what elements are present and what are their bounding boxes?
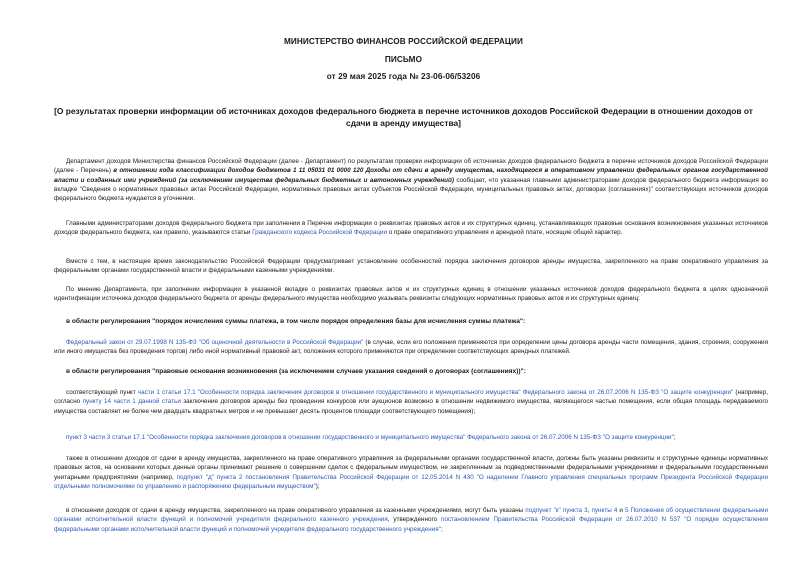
competition-law-article-link[interactable]: части 1 статьи 17.1 "Особенности порядка заключения договоров в отношении государственного и муниципального имущества" Федерального закона от 26.07.2006 N 135-ФЗ "О защите конкуренции" (137, 389, 734, 396)
section-heading-payment-calc: в области регулирования "порядок исчисления суммы платежа, в том числе порядок определения базы для исчисления суммы платежа": (66, 318, 526, 325)
paragraph-1: Департамент доходов Министерства финансов Российской Федерации (далее - Департамент) по результатам проверки информации об источниках доходов федерального бюджета в перечне источников доходов Российской Федерации (далее - Перечень) в отношении кода классификации доходов бюджетов 1 11 05031 01 0000 120 Доходы от сдачи в аренду имущества, находящегося в оперативном управлении федеральных органов государственной власти и созданных ими учреждений (за исключением имущества федеральных бюджетных и автономных учреждений) сообщает, что указанная главными администраторами доходов федерального бюджета информация во вкладке "Сведения о нормативных правовых актах Российской Федерации, нормативных правовых актах субъектов Российской Федерации, муниципальных правовых актах, договорах (соглашениях)" соответствующих источников доходов федерального бюджета нуждается в уточнении. (54, 158, 768, 203)
paragraph-3: Вместе с тем, в настоящее время законодательство Российской Федерации предусматривает установление особенностей порядка заключения договоров аренды имущества, закрепленного на праве оперативного управления за федеральными органами государственной власти и федеральными казенными учреждениями. (54, 258, 768, 275)
paragraph-8: также в отношении доходов от сдачи в аренду имущества, закрепленного на праве оперативного управления за федеральными органами государственной власти, должны быть указаны реквизиты и структурные единицы нормативных правовых актов, на основании которых данные органы принимают решение о совершении сделок с федеральным имуществом, не закрепленным за подведомственными федеральными учреждениями и федеральными государственными унитарными предприятиями (например, подпункт "д" пункта 2 постановления Правительства Российской Федерации от 12.05.2014 N 430 "О наделении Главного управления специальных программ Президента Российской Федерации отдельными полномочиями по управлению и распоряжению федеральным имуществом"); (54, 455, 769, 490)
point-14-link[interactable]: пункту 14 части 1 данной статьи (82, 398, 181, 406)
point-3-part-3-link[interactable]: пункт 3 части 3 статьи 17.1 "Особенности порядка заключения договоров в отношении государственного и муниципального имущества" Федерального закона от 26.07.2006 N 135-ФЗ "О защите конкуренции" (66, 434, 674, 441)
kbk-emphasis: в отношении кода классификации доходов бюджетов 1 11 05031 01 0000 120 Доходы от сдачи в аренду имущества, находящегося в оперативном управлении федеральных органов государственной власти и созданных ими учреждений (за исключением имущества федеральных бюджетных и автономных учреждений) (54, 167, 768, 184)
points-4-link[interactable]: пункты 4 (591, 507, 618, 514)
date-number-heading: от 29 мая 2025 года № 23-06-06/53206 (326, 72, 481, 81)
valuation-law-link[interactable]: Федеральный закон от 29.07.1998 N 135-ФЗ "Об оценочной деятельности в Российской Федерации" (66, 339, 364, 346)
doc-type-heading: ПИСЬМО (384, 55, 423, 64)
letter-title: [О результатах проверки информации об источниках доходов федерального бюджета в перечне источников доходов Российской Федерации в отношении доходов от сдачи в аренду имущества] (54, 106, 753, 128)
paragraph-7: пункт 3 части 3 статьи 17.1 "Особенности порядка заключения договоров в отношении государственного и муниципального имущества" Федерального закона от 26.07.2006 N 135-ФЗ "О защите конкуренции"; (66, 434, 676, 441)
paragraph-4: По мнению Департамента, при заполнении информации в указанной вкладке о реквизитах правовых актов и их структурных единиц в отношении указанных источников доходов федерального бюджета в целях однозначной идентификации источника доходов федерального бюджета от аренды федерального имущества необходимо указывать реквизиты следующих нормативных правовых актов и их структурных единиц: (54, 286, 768, 303)
government-decree-537-link[interactable]: постановлением Правительства Российской Федерации от 26.07.2010 N 537 "О порядке осуществления федеральными органами исполнительной власти функций и полномочий учредителя федерального государственного учреждения" (54, 516, 769, 533)
paragraph-5: Федеральный закон от 29.07.1998 N 135-ФЗ "Об оценочной деятельности в Российской Федерации" (в случае, если его положения применяются при определении цены договора аренды части помещения, здания, строения, сооружения или иного имущества без проведения торгов) либо иной нормативный правовой акт, положения которого применяются при определении соответствующих арендных платежей. (54, 339, 768, 356)
subpoint-k-link[interactable]: подпункт "к" пункта 3 (525, 507, 588, 514)
ministry-heading: МИНИСТЕРСТВО ФИНАНСОВ РОССИЙСКОЙ ФЕДЕРАЦИИ (284, 37, 523, 46)
paragraph-6: соответствующий пункт части 1 статьи 17.1 "Особенности порядка заключения договоров в отношении государственного и муниципального имущества" Федерального закона от 26.07.2006 N 135-ФЗ "О защите конкуренции" (например, согласно пункту 14 части 1 данной статьи заключение договоров аренды без проведения конкурсов или аукционов возможно в отношении недвижимого имущества, являющегося частью помещения, если общая площадь передаваемого имущества составляет не более чем двадцать квадратных метров и не превышает десять процентов площади соответствующего помещения); (54, 389, 769, 415)
paragraph-2: Главными администраторами доходов федерального бюджета при заполнении в Перечне информации о реквизитах правовых актов и их структурных единиц, устанавливающих правовые основания возникновения указанных источников доходов федерального бюджета, как правило, указываются статьи Гражданского кодекса Российской Федерации о праве оперативного управления и арендной плате, носящие общий характер. (54, 220, 768, 237)
paragraph-9: в отношении доходов от сдачи в аренду имущества, закрепленного на праве оперативного управления за казенными учреждениями, могут быть указаны подпункт "к" пункта 3, пункты 4 и 5 Положения об осуществлении федеральными органами исполнительной власти функций и полномочий учредителя федерального казенного учреждения, утвержденного постановлением Правительства Российской Федерации от 26.07.2010 N 537 "О порядке осуществления федеральными органами исполнительной власти функций и полномочий учредителя федерального государственного учреждения"; (54, 507, 769, 533)
government-decree-430-link[interactable]: подпункт "д" пункта 2 постановления Правительства Российской Федерации от 12.05.2014 N 430 "О наделении Главного управления специальных программ Президента Российской Федерации отдельными полномочиями по управлению и распоряжению федеральным имуществом" (54, 473, 769, 490)
section-heading-legal-basis: в области регулирования "правовые основания возникновения (за исключением случаев указания сведений о договорах (соглашениях))": (66, 368, 526, 375)
civil-code-link[interactable]: Гражданского кодекса Российской Федерации (252, 229, 388, 237)
regulation-5-link[interactable]: 5 Положения об осуществлении федеральными органами исполнительной власти функций и полномочий учредителя федерального казенного учреждения (54, 507, 769, 524)
